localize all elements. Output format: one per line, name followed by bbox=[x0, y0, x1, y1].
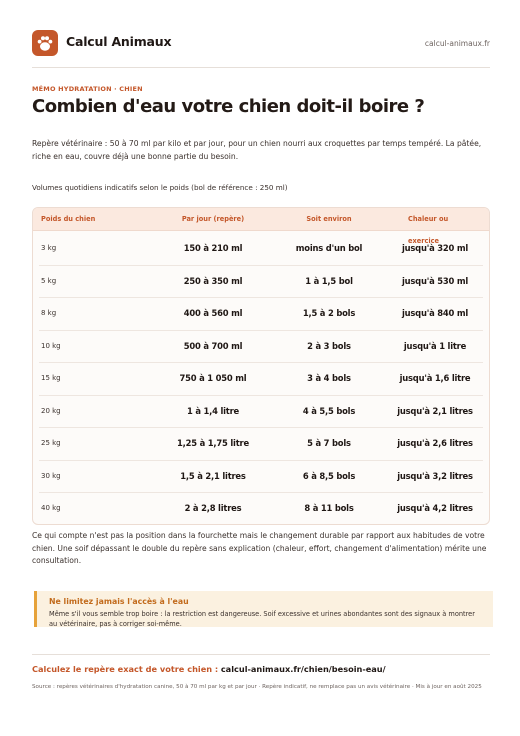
table-row bbox=[39, 362, 483, 396]
table-caption: Volumes quotidiens indicatifs selon le poids (bol de référence : 250 ml) bbox=[32, 183, 288, 192]
column-header-bowls: Soit environ bbox=[306, 215, 352, 223]
column-header-heat: Chaleur ou exercice bbox=[408, 215, 449, 245]
logo[interactable] bbox=[32, 30, 58, 56]
table-row bbox=[39, 265, 483, 299]
cell-per-day: 500 à 700 ml bbox=[183, 340, 243, 351]
cell-weight: 30 kg bbox=[41, 471, 61, 480]
cell-bowls: 3 à 4 bols bbox=[307, 373, 351, 383]
cell-per-day: 400 à 560 ml bbox=[183, 308, 243, 318]
cell-weight: 8 kg bbox=[41, 309, 57, 317]
table-header-row bbox=[33, 208, 489, 245]
cell-bowls: 6 à 8,5 bols bbox=[302, 470, 356, 481]
cell-bowls: 1,5 à 2 bols bbox=[302, 308, 356, 318]
kicker: MÉMO HYDRATATION · CHIEN bbox=[32, 85, 143, 93]
table-row bbox=[39, 395, 483, 429]
site-url[interactable]: calcul-animaux.fr bbox=[424, 39, 490, 48]
consultation-note: Ce qui compte n'est pas la position dans la fourchette mais le changement durable par rapport aux habitudes de votre chien. Une soif dépassant le double du repère sans explication (chaleur, effort, changement d'alimentation) mérite une consultation. bbox=[32, 531, 487, 566]
table-row bbox=[39, 427, 483, 461]
cell-heat: jusqu'à 1 litre bbox=[403, 340, 467, 351]
table-row bbox=[39, 330, 483, 364]
cell-heat: jusqu'à 4,2 litres bbox=[397, 503, 473, 513]
paw-icon bbox=[32, 30, 58, 56]
page-title: Combien d'eau votre chien doit-il boire ? bbox=[32, 96, 425, 117]
site-header bbox=[32, 30, 490, 58]
column-header-weight: Poids du chien bbox=[41, 215, 96, 223]
cell-weight: 5 kg bbox=[41, 276, 57, 285]
cell-per-day: 750 à 1 050 ml bbox=[179, 373, 247, 383]
warning-title: Ne limitez jamais l'accès à l'eau bbox=[49, 597, 189, 606]
cell-per-day: 1,25 à 1,75 litre bbox=[177, 438, 249, 448]
cell-bowls: moins d'un bol bbox=[295, 243, 363, 253]
cell-per-day: 2 à 2,8 litres bbox=[184, 503, 242, 513]
calculator-cta bbox=[32, 664, 386, 674]
brand-name[interactable]: Calcul Animaux bbox=[66, 34, 172, 49]
cell-heat: jusqu'à 3,2 litres bbox=[397, 470, 473, 481]
cell-heat: jusqu'à 840 ml bbox=[401, 308, 469, 318]
header-divider bbox=[32, 67, 490, 68]
cell-bowls: 4 à 5,5 bols bbox=[302, 405, 356, 416]
cell-weight: 20 kg bbox=[41, 406, 61, 415]
cell-weight: 25 kg bbox=[41, 439, 61, 447]
cell-bowls: 1 à 1,5 bol bbox=[305, 275, 353, 286]
cell-bowls: 8 à 11 bols bbox=[304, 503, 354, 513]
cell-weight: 40 kg bbox=[41, 504, 61, 512]
cell-weight: 15 kg bbox=[41, 374, 61, 382]
water-table bbox=[32, 207, 490, 525]
cell-heat: jusqu'à 2,1 litres bbox=[397, 405, 473, 416]
cell-per-day: 150 à 210 ml bbox=[183, 243, 243, 253]
table-row bbox=[39, 460, 483, 494]
cell-heat: jusqu'à 530 ml bbox=[401, 275, 469, 286]
cell-per-day: 1,5 à 2,1 litres bbox=[180, 470, 246, 481]
source-line: Source : repères vétérinaires d'hydratation canine, 50 à 70 ml par kg et par jour · Repère indicatif, ne remplace pas un avis vétérinaire · Mis à jour en août 2025 bbox=[32, 684, 482, 690]
cta-label: Calculez le repère exact de votre chien : bbox=[32, 664, 219, 674]
cell-heat: jusqu'à 1,6 litre bbox=[399, 373, 471, 383]
cell-weight: 3 kg bbox=[41, 244, 57, 252]
cell-bowls: 2 à 3 bols bbox=[307, 340, 351, 351]
footer-divider bbox=[32, 654, 490, 655]
table-row bbox=[39, 492, 483, 525]
table-row bbox=[39, 297, 483, 331]
cta-link[interactable]: calcul-animaux.fr/chien/besoin-eau/ bbox=[220, 664, 386, 674]
warning-text: Même s'il vous semble trop boire : la restriction est dangereuse. Soif excessive et urines abondantes sont des signaux à montrer au vétérinaire, pas à corriger soi-même. bbox=[49, 610, 475, 628]
cell-bowls: 5 à 7 bols bbox=[307, 438, 351, 448]
warning-callout bbox=[34, 591, 493, 627]
cell-heat: jusqu'à 320 ml bbox=[401, 243, 469, 253]
cell-per-day: 250 à 350 ml bbox=[183, 275, 243, 286]
intro-paragraph: Repère vétérinaire : 50 à 70 ml par kilo et par jour, pour un chien nourri aux croquettes par temps tempéré. La pâtée, riche en eau, couvre déjà une bonne partie du besoin. bbox=[32, 139, 482, 161]
cell-weight: 10 kg bbox=[41, 341, 61, 350]
cell-per-day: 1 à 1,4 litre bbox=[186, 405, 240, 416]
column-header-per-day: Par jour (repère) bbox=[181, 215, 245, 223]
table-row bbox=[39, 232, 483, 266]
cell-heat: jusqu'à 2,6 litres bbox=[397, 438, 473, 448]
